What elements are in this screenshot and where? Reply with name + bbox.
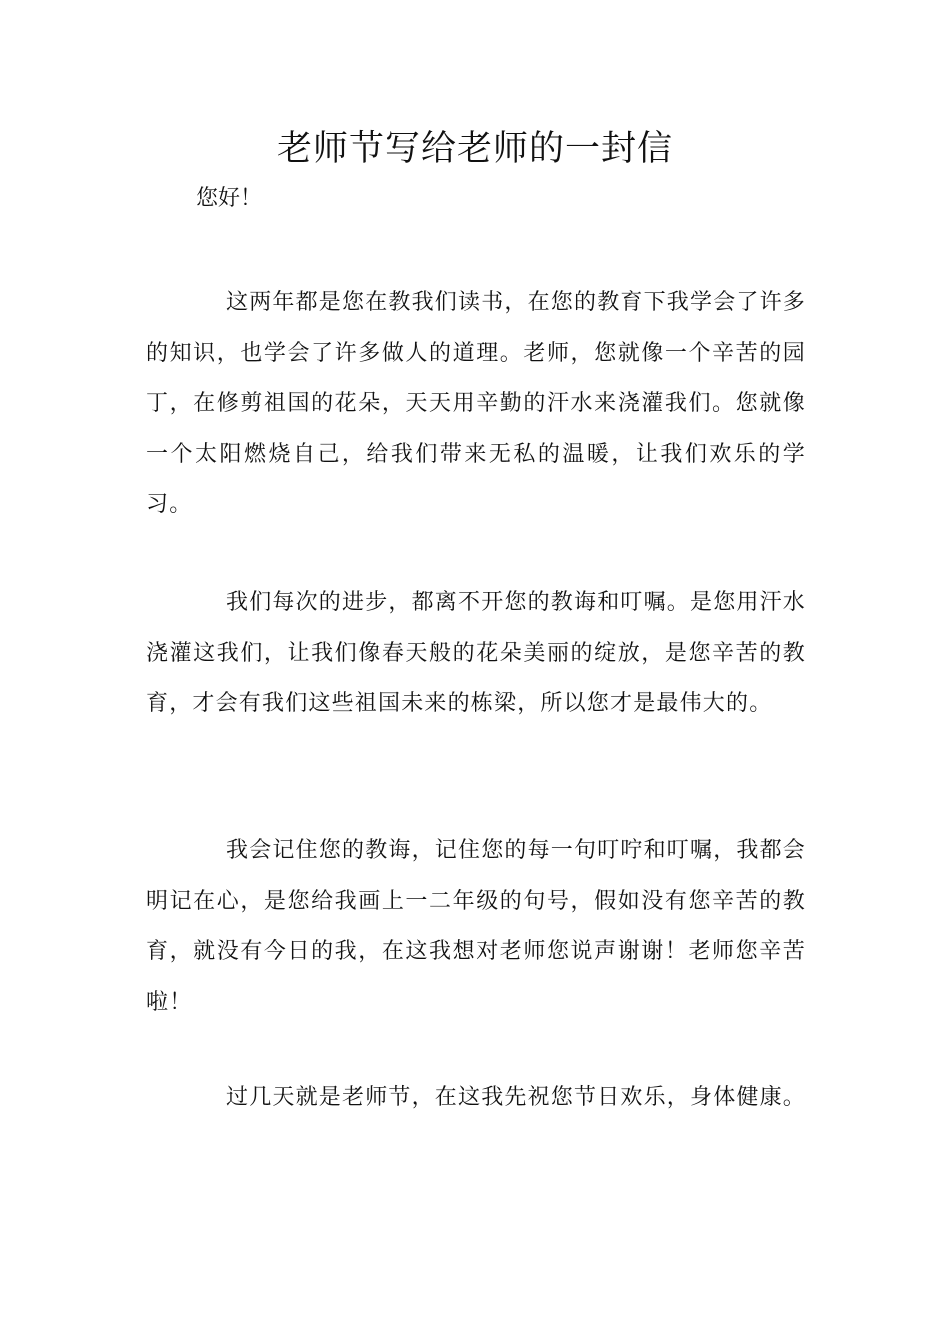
greeting-line: 您好！	[196, 186, 263, 211]
paragraph-2: 我们每次的进步，都离不开您的教诲和叮嘱。是您用汗水浇灌这我们，让我们像春天般的花朵美丽的绽放，是您辛苦的教育，才会有我们这些祖国未来的栋梁，所以您才是最伟大的。	[146, 590, 807, 716]
paragraph-1: 这两年都是您在教我们读书，在您的教育下我学会了许多的知识，也学会了许多做人的道理。老师，您就像一个辛苦的园丁，在修剪祖国的花朵，天天用辛勤的汗水来浇灌我们。您就像一个太阳燃烧自己，给我们带来无私的温暖，让我们欢乐的学习。	[146, 290, 807, 517]
paragraph-3: 我会记住您的教诲，记住您的每一句叮咛和叮嘱，我都会明记在心，是您给我画上一二年级的句号，假如没有您辛苦的教育，就没有今日的我，在这我想对老师您说声谢谢！老师您辛苦啦！	[146, 838, 807, 1015]
paragraph-4: 过几天就是老师节，在这我先祝您节日欢乐，身体健康。	[226, 1085, 807, 1110]
document-title: 老师节写给老师的一封信	[276, 129, 673, 169]
